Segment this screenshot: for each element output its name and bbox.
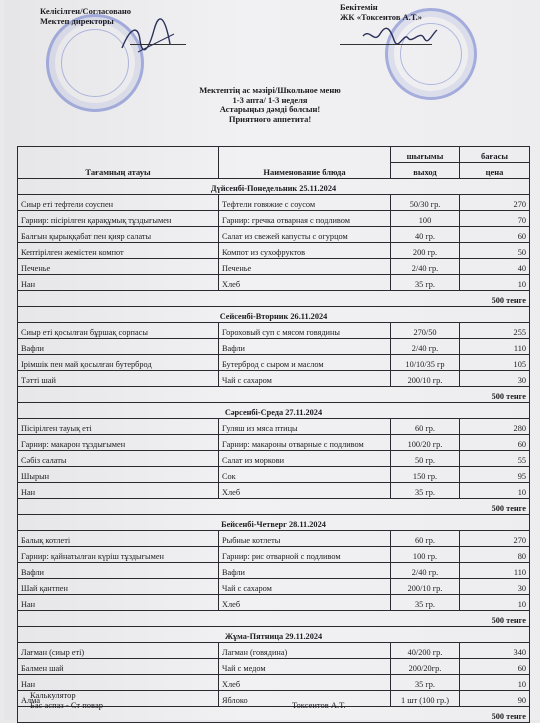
dish-price: 340 [460, 643, 530, 659]
dish-output: 35 гр. [391, 595, 460, 611]
dish-output: 40 гр. [391, 227, 460, 243]
approval-left-role: Мектеп директоры [40, 16, 114, 26]
dish-name-kz: Гарнир: пісірілген қарақұмық тұздығымен [18, 211, 219, 227]
dish-output: 60 гр. [391, 531, 460, 547]
menu-table [17, 146, 530, 723]
table-row [18, 243, 530, 259]
dish-output: 10/10/35 гр [391, 355, 460, 371]
table-row [18, 595, 530, 611]
dish-price: 270 [460, 195, 530, 211]
menu-table-body [18, 179, 530, 723]
day-total-row [18, 387, 530, 403]
dish-price: 110 [460, 339, 530, 355]
dish-output: 200 гр. [391, 243, 460, 259]
dish-name-ru: Вафли [219, 563, 391, 579]
day-total-row [18, 611, 530, 627]
dish-name-kz: Печенье [18, 259, 219, 275]
dish-price: 10 [460, 275, 530, 291]
day-total: 500 тенге [18, 387, 530, 403]
dish-output: 35 гр. [391, 675, 460, 691]
table-row [18, 419, 530, 435]
dish-name-kz: Гарнир: макарон тұздығымен [18, 435, 219, 451]
dish-output: 100 гр. [391, 547, 460, 563]
day-title: Бейсенбі-Четверг 28.11.2024 [18, 515, 530, 531]
dish-price: 60 [460, 435, 530, 451]
dish-name-kz: Сәбіз салаты [18, 451, 219, 467]
dish-name-kz: Сиыр еті қосылған бұршақ сорпасы [18, 323, 219, 339]
dish-price: 30 [460, 579, 530, 595]
footer-left [30, 690, 103, 710]
dish-price: 50 [460, 243, 530, 259]
day-header-row [18, 307, 530, 323]
owner-signature [360, 24, 440, 50]
dish-name-kz: Балғын қырыққабат пен қияр салаты [18, 227, 219, 243]
table-row [18, 451, 530, 467]
dish-name-ru: Яблоко [219, 691, 391, 707]
dish-name-ru: Хлеб [219, 675, 391, 691]
table-row [18, 563, 530, 579]
dish-price: 10 [460, 595, 530, 611]
dish-output: 50/30 гр. [391, 195, 460, 211]
approval-right-label: Бекітемін [340, 2, 378, 12]
dish-name-ru: Чай с медом [219, 659, 391, 675]
dish-name-ru: Бутерброд с сыром и маслом [219, 355, 391, 371]
table-row [18, 531, 530, 547]
dish-price: 10 [460, 675, 530, 691]
day-header-row [18, 179, 530, 195]
dish-name-kz: Шырын [18, 467, 219, 483]
dish-price: 270 [460, 531, 530, 547]
dish-name-kz: Нан [18, 595, 219, 611]
dish-price: 280 [460, 419, 530, 435]
title-line-1: Мектептің ас мәзірі/Школьное меню [199, 85, 341, 95]
dish-name-kz: Сиыр еті тефтели соуспен [18, 195, 219, 211]
dish-output: 1 шт (100 гр.) [391, 691, 460, 707]
day-total: 500 тенге [18, 291, 530, 307]
dish-name-ru: Компот из сухофруктов [219, 243, 391, 259]
dish-name-kz: Лағман (сиыр еті) [18, 643, 219, 659]
header-kz-name: Тағамның атауы [18, 147, 219, 179]
table-row [18, 371, 530, 387]
dish-name-kz: Алма [18, 691, 219, 707]
dish-price: 110 [460, 563, 530, 579]
table-row [18, 355, 530, 371]
dish-price: 95 [460, 467, 530, 483]
day-title: Сәрсенбі-Среда 27.11.2024 [18, 403, 530, 419]
dish-price: 90 [460, 691, 530, 707]
dish-name-ru: Гарнир: гречка отварная с подливом [219, 211, 391, 227]
dish-name-kz: Вафли [18, 563, 219, 579]
dish-output: 200/10 гр. [391, 579, 460, 595]
dish-name-ru: Печенье [219, 259, 391, 275]
dish-name-kz: Пісірілген тауық еті [18, 419, 219, 435]
dish-price: 55 [460, 451, 530, 467]
approval-block-right [340, 2, 422, 22]
table-row [18, 259, 530, 275]
dish-price: 70 [460, 211, 530, 227]
table-row [18, 275, 530, 291]
dish-output: 35 гр. [391, 275, 460, 291]
dish-price: 40 [460, 259, 530, 275]
day-total-row [18, 291, 530, 307]
dish-name-kz: Нан [18, 675, 219, 691]
table-row [18, 467, 530, 483]
day-total: 500 тенге [18, 499, 530, 515]
day-title: Жұма-Пятница 29.11.2024 [18, 627, 530, 643]
day-title: Сейсенбі-Вторник 26.11.2024 [18, 307, 530, 323]
dish-price: 60 [460, 659, 530, 675]
dish-output: 2/40 гр. [391, 259, 460, 275]
dish-name-ru: Вафли [219, 339, 391, 355]
table-row [18, 579, 530, 595]
dish-name-ru: Тефтели говяжие с соусом [219, 195, 391, 211]
table-row [18, 211, 530, 227]
header-output-ru: выход [391, 163, 460, 179]
day-header-row [18, 403, 530, 419]
dish-output: 35 гр. [391, 483, 460, 499]
dish-name-kz: Балмен шай [18, 659, 219, 675]
dish-price: 10 [460, 483, 530, 499]
dish-output: 100/20 гр. [391, 435, 460, 451]
header-ru-name: Наименование блюда [219, 147, 391, 179]
approval-left-label: Келісілген/Согласовано [40, 6, 132, 16]
table-row [18, 483, 530, 499]
dish-output: 150 гр. [391, 467, 460, 483]
table-row [18, 323, 530, 339]
dish-name-kz: Ірімшік пен май қосылған бутерброд [18, 355, 219, 371]
menu-title [0, 86, 540, 124]
signature-line-right [340, 44, 432, 45]
dish-name-kz: Нан [18, 275, 219, 291]
dish-price: 30 [460, 371, 530, 387]
table-row [18, 659, 530, 675]
dish-name-kz: Вафли [18, 339, 219, 355]
dish-price: 60 [460, 227, 530, 243]
table-row [18, 339, 530, 355]
dish-name-ru: Салат из моркови [219, 451, 391, 467]
dish-name-kz: Гарнир: қайнатылған күріш тұздығымен [18, 547, 219, 563]
title-line-4: Приятного аппетита! [228, 113, 312, 124]
dish-output: 2/40 гр. [391, 563, 460, 579]
dish-output: 200/20гр. [391, 659, 460, 675]
table-row [18, 195, 530, 211]
dish-name-ru: Гуляш из мяса птицы [219, 419, 391, 435]
dish-name-ru: Хлеб [219, 483, 391, 499]
dish-name-ru: Лагман (говядина) [219, 643, 391, 659]
day-total: 500 тенге [18, 611, 530, 627]
table-row [18, 675, 530, 691]
header-output: шығымы [391, 147, 460, 163]
table-row [18, 227, 530, 243]
dish-output: 200/10 гр. [391, 371, 460, 387]
dish-name-kz: Балық котлеті [18, 531, 219, 547]
title-line-2: 1-3 апта/ 1-3 неделя [232, 94, 308, 105]
dish-name-ru: Гороховый суп с мясом говядины [219, 323, 391, 339]
dish-name-kz: Кептірілген жемістен компот [18, 243, 219, 259]
title-line-3: Астарыңыз дәмді болсын! [219, 104, 321, 114]
dish-name-kz: Нан [18, 483, 219, 499]
day-header-row [18, 515, 530, 531]
dish-output: 40/200 гр. [391, 643, 460, 659]
dish-name-ru: Сок [219, 467, 391, 483]
dish-name-ru: Чай с сахаром [219, 579, 391, 595]
day-header-row [18, 627, 530, 643]
dish-price: 105 [460, 355, 530, 371]
dish-name-ru: Чай с сахаром [219, 371, 391, 387]
dish-name-ru: Гарнир: рис отварной с подливом [219, 547, 391, 563]
header-price-ru: цена [460, 163, 530, 179]
dish-price: 255 [460, 323, 530, 339]
dish-name-kz: Тәтті шай [18, 371, 219, 387]
footer-right-name: Токсеитов А.Т. [292, 700, 346, 710]
footer-role-2: Бас аспаз - Ст повар [30, 700, 103, 710]
signature-line-left [130, 44, 186, 45]
approval-right-name: ЖК «Токсеитов А.Т.» [340, 12, 422, 22]
dish-output: 100 [391, 211, 460, 227]
footer-role-1: Калькулятор [30, 690, 76, 700]
dish-output: 270/50 [391, 323, 460, 339]
dish-name-ru: Салат из свежей капусты с огурцом [219, 227, 391, 243]
day-total-row [18, 499, 530, 515]
day-title: Дүйсенбі-Понедельник 25.11.2024 [18, 179, 530, 195]
table-header-row [18, 147, 530, 163]
dish-name-ru: Хлеб [219, 275, 391, 291]
day-total: 500 тенге [18, 707, 530, 723]
dish-output: 50 гр. [391, 451, 460, 467]
dish-name-kz: Шай қантпен [18, 579, 219, 595]
table-row [18, 643, 530, 659]
dish-output: 60 гр. [391, 419, 460, 435]
approval-block-left [40, 6, 131, 26]
dish-name-ru: Гарнир: макароны отварные с подливом [219, 435, 391, 451]
table-row [18, 547, 530, 563]
dish-name-ru: Рыбные котлеты [219, 531, 391, 547]
table-row [18, 435, 530, 451]
dish-output: 2/40 гр. [391, 339, 460, 355]
dish-name-ru: Хлеб [219, 595, 391, 611]
dish-price: 80 [460, 547, 530, 563]
header-price: бағасы [460, 147, 530, 163]
